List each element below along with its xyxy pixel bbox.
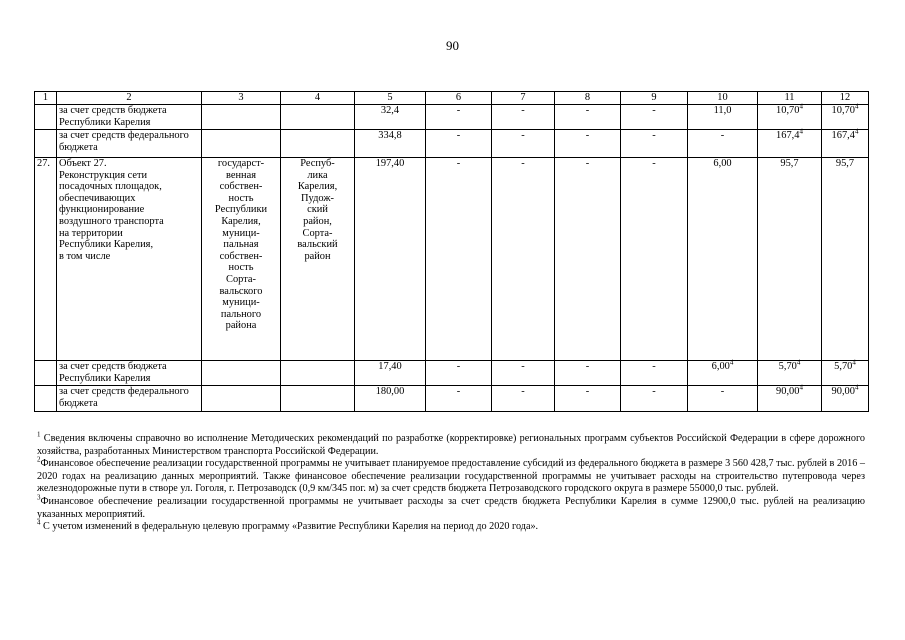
value-cell: 5,70$^4$ <box>822 361 869 386</box>
value-cell: - <box>621 386 688 412</box>
column-header: 10 <box>688 92 758 105</box>
value-cell: - <box>492 130 555 158</box>
column-header: 2 <box>57 92 202 105</box>
row-description-cell: Объект 27. Реконструкция сети посадочных площадок, обеспечивающих функционирование воздушного транспорта на территории Республики Карелия, в том числе <box>57 158 202 361</box>
column-header: 1 <box>35 92 57 105</box>
value-cell: 5,70$^4$ <box>758 361 822 386</box>
row-number-cell <box>35 386 57 412</box>
footnote-mark: 4 <box>799 102 803 111</box>
location-cell <box>281 105 355 130</box>
ownership-cell <box>202 386 281 412</box>
column-header: 4 <box>281 92 355 105</box>
column-header: 11 <box>758 92 822 105</box>
value-cell: 95,7 <box>822 158 869 361</box>
column-header: 3 <box>202 92 281 105</box>
footnote-mark: 4 <box>729 358 734 367</box>
value-cell: - <box>688 130 758 158</box>
footnote-mark: 4 <box>796 358 801 367</box>
ownership-cell <box>202 105 281 130</box>
value-cell: 6,00$^4$ <box>688 361 758 386</box>
location-cell <box>281 361 355 386</box>
row-number-cell <box>35 130 57 158</box>
value-cell: 90,00$^4$ <box>758 386 822 412</box>
row-description-cell: за счет средств федерального бюджета <box>57 386 202 412</box>
value-cell: - <box>621 361 688 386</box>
value-cell: 180,00 <box>355 386 426 412</box>
location-cell <box>281 130 355 158</box>
location-cell: Респуб- лика Карелия, Пудож- ский район, Сорта- вальский район <box>281 158 355 361</box>
column-header: 8 <box>555 92 621 105</box>
value-cell: 17,40 <box>355 361 426 386</box>
value-cell: 11,0 <box>688 105 758 130</box>
column-header: 7 <box>492 92 555 105</box>
column-header: 5 <box>355 92 426 105</box>
value-cell: - <box>555 158 621 361</box>
table-row <box>35 361 869 386</box>
footnote: $^3$Финансовое обеспечение реализации государственной программы не учитывает расходы за счет средств бюджета Республики Карелия в сумме 12900,0 тыс. рублей на реализацию указанных мероприятий. <box>37 493 865 520</box>
footnote: $^2$Финансовое обеспечение реализации государственной программы не учитывает планируемое предоставление субсидий из федерального бюджета в размере 3 560 428,7 тыс. рублей в 2016 – 2020 годах на реализацию данных мероприятий. Также финансовое обеспечение реализации государственной программы не учитывает расходы на строительство путепровода через железнодорожные пути в створе ул. Гоголя, г. Петрозаводск (0,9 км/345 пог. м) за счет средств бюджета Петрозаводского городского округа в размере 55000,0 тыс. рублей. <box>37 455 865 495</box>
value-cell: 10,70$^4$ <box>758 105 822 130</box>
row-number-cell <box>35 361 57 386</box>
table-row <box>35 158 869 361</box>
footnote-mark: 3 <box>37 493 41 502</box>
column-header: 12 <box>822 92 869 105</box>
value-cell: 90,00$^4$ <box>822 386 869 412</box>
row-description-cell: за счет средств бюджета Республики Карелия <box>57 361 202 386</box>
table-row <box>35 130 869 158</box>
footnote-mark: 4 <box>854 383 859 392</box>
column-header: 9 <box>621 92 688 105</box>
value-cell: 6,00 <box>688 158 758 361</box>
row-description-cell: за счет средств федерального бюджета <box>57 130 202 158</box>
value-cell: - <box>555 386 621 412</box>
footnote-mark: 4 <box>37 518 41 527</box>
value-cell: - <box>621 105 688 130</box>
financing-table <box>34 91 869 412</box>
value-cell: - <box>555 105 621 130</box>
value-cell: - <box>426 130 492 158</box>
value-cell: - <box>426 386 492 412</box>
value-cell: 167,4$^4$ <box>822 130 869 158</box>
value-cell: - <box>621 130 688 158</box>
table-header-row <box>35 92 869 105</box>
value-cell: 167,4$^4$ <box>758 130 822 158</box>
value-cell: 32,4 <box>355 105 426 130</box>
footnote: $^1$ Сведения включены справочно во исполнение Методических рекомендаций по разработке (корректировке) региональных программ субъектов Российской Федерации в сфере дорожного хозяйства, разработанных Министерством транспорта Российской Федерации. <box>37 430 865 457</box>
footnote-mark: 1 <box>37 430 41 439</box>
footnote-mark: 2 <box>37 455 41 464</box>
table-row <box>35 386 869 412</box>
footnote-mark: 4 <box>854 102 859 111</box>
value-cell: 334,8 <box>355 130 426 158</box>
value-cell: - <box>555 361 621 386</box>
value-cell: 10,70$^4$ <box>822 105 869 130</box>
value-cell: - <box>426 361 492 386</box>
footnote-mark: 4 <box>852 358 856 367</box>
value-cell: - <box>492 386 555 412</box>
column-header: 6 <box>426 92 492 105</box>
value-cell: - <box>688 386 758 412</box>
ownership-cell: государст- венная собствен- ность Республики Карелия, муници- пальная собствен- ность Сорта- вальского муници- пального района <box>202 158 281 361</box>
value-cell: - <box>555 130 621 158</box>
footnote-mark: 4 <box>799 127 803 136</box>
value-cell: - <box>426 158 492 361</box>
footnotes <box>37 430 865 534</box>
footnote: $^4$ С учетом изменений в федеральную целевую программу «Развитие Республики Карелия на период до 2020 года». <box>37 518 539 533</box>
value-cell: - <box>492 361 555 386</box>
page-number: 90 <box>446 38 459 53</box>
value-cell: - <box>492 105 555 130</box>
ownership-cell <box>202 361 281 386</box>
row-number-cell <box>35 105 57 130</box>
footnote-mark: 4 <box>799 383 803 392</box>
ownership-cell <box>202 130 281 158</box>
value-cell: - <box>621 158 688 361</box>
value-cell: - <box>426 105 492 130</box>
row-number-cell: 27. <box>35 158 57 361</box>
value-cell: 197,40 <box>355 158 426 361</box>
row-description-cell: за счет средств бюджета Республики Карелия <box>57 105 202 130</box>
footnote-mark: 4 <box>854 127 859 136</box>
location-cell <box>281 386 355 412</box>
value-cell: - <box>492 158 555 361</box>
value-cell: 95,7 <box>758 158 822 361</box>
table-row <box>35 105 869 130</box>
